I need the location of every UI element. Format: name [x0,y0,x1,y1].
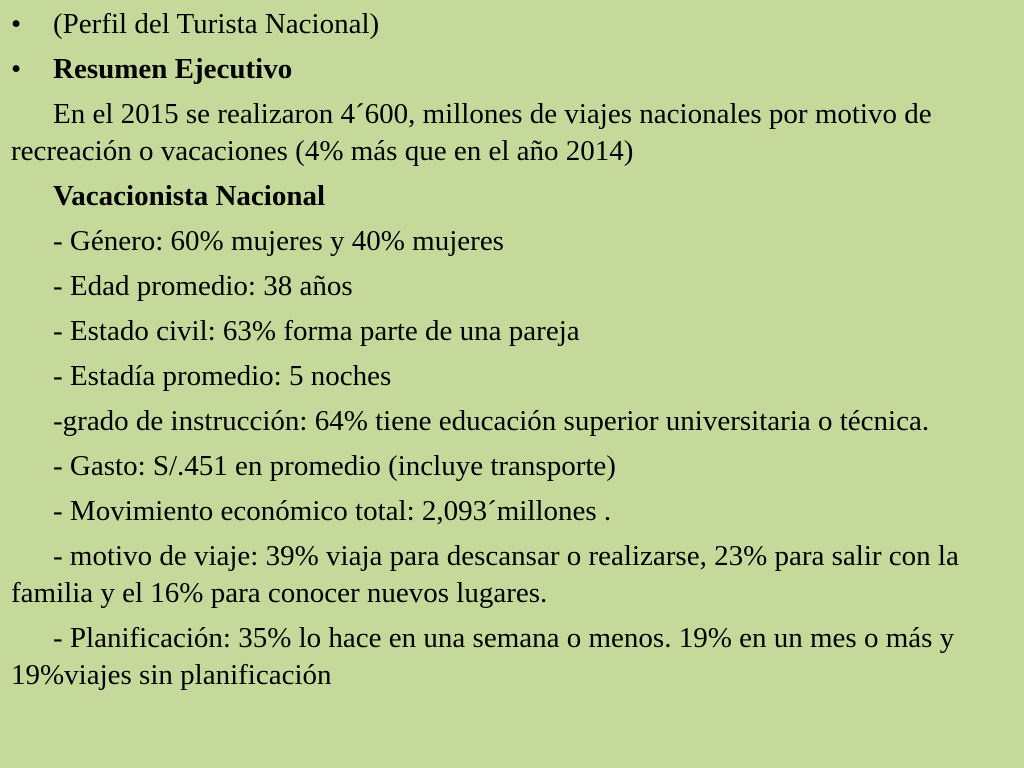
item-estado-civil: - Estado civil: 63% forma parte de una pareja [53,315,580,347]
item-edad: - Edad promedio: 38 años [53,270,353,302]
item-genero: - Género: 60% mujeres y 40% mujeres [53,225,504,257]
intro-paragraph: En el 2015 se realizaron 4´600, millones de viajes nacionales por motivo de recreación o vacaciones (4% más que en el año 2014) [11,98,932,167]
bullet-icon: • [11,8,22,40]
bullet-resumen-text: Resumen Ejecutivo [53,53,293,85]
item-estadia: - Estadía promedio: 5 noches [53,360,392,392]
bullet-perfil [11,6,1008,43]
bullet-icon: • [11,53,22,85]
bullet-resumen [11,51,1008,88]
item-instruccion: -grado de instrucción: 64% tiene educación superior universitaria o técnica. [53,405,930,437]
item-gasto: - Gasto: S/.451 en promedio (incluye transporte) [53,450,616,482]
item-planificacion: - Planificación: 35% lo hace en una semana o menos. 19% en un mes o más y 19%viajes sin planificación [11,622,955,691]
item-motivo: - motivo de viaje: 39% viaja para descansar o realizarse, 23% para salir con la familia y el 16% para conocer nuevos lugares. [11,540,959,609]
section-title: Vacacionista Nacional [53,180,326,212]
bullet-perfil-text: (Perfil del Turista Nacional) [53,8,380,40]
item-movimiento: - Movimiento económico total: 2,093´millones . [53,495,612,527]
